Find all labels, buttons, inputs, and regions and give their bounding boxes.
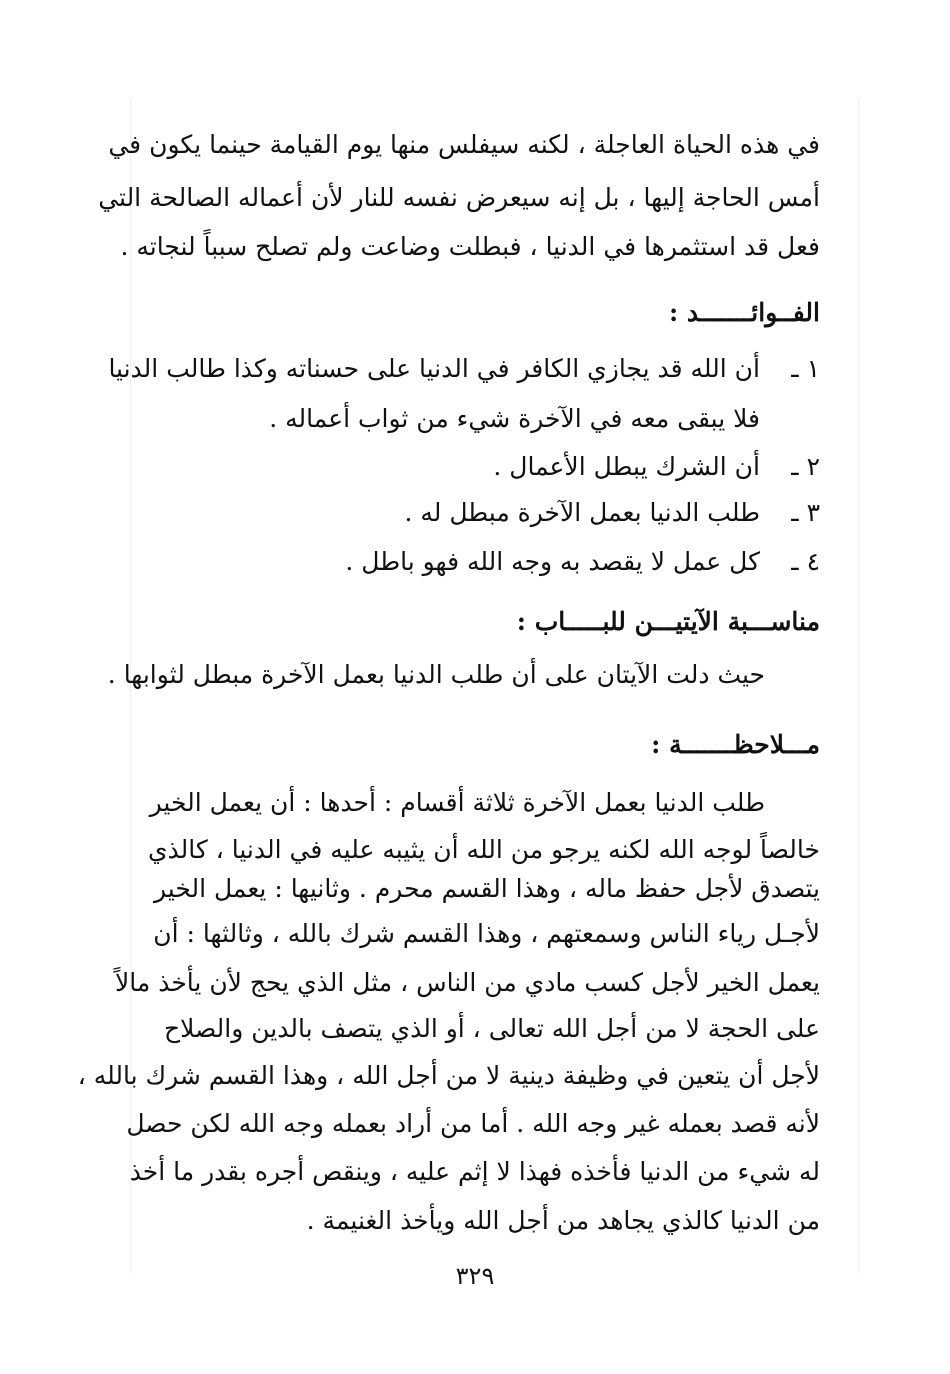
intro-line: أمس الحاجة إليها ، بل إنه سيعرض نفسه للنار لأن أعماله الصالحة التي [98,183,820,212]
margin-guide-right [858,100,859,1274]
note-line: من الدنيا كالذي يجاهد من أجل الله ويأخذ الغنيمة . [306,1206,820,1235]
benefit-text: أن الشرك يبطل الأعمال . [493,452,760,481]
intro-line: في هذه الحياة العاجلة ، لكنه سيفلس منها يوم القيامة حينما يكون في [108,130,820,159]
benefit-text: كل عمل لا يقصد به وجه الله فهو باطل . [345,547,760,576]
benefit-item [108,352,820,386]
note-line: يعمل الخير لأجل كسب مادي من الناس ، مثل الذي يحج لأن يأخذ مالاً [115,968,820,997]
benefit-number: ٢ ـ [791,452,820,481]
note-line: لأجل أن يتعين في وظيفة دينية لا من أجل الله ، وهذا القسم شرك بالله ، [77,1061,820,1090]
note-line: طلب الدنيا بعمل الآخرة ثلاثة أقسام : أحدها : أن يعمل الخير [149,788,765,817]
benefit-number: ١ ـ [791,354,820,383]
intro-line: فعل قد استثمرها في الدنيا ، فبطلت وضاعت ولم تصلح سبباً لنجاته . [120,232,820,261]
benefit-text: طلب الدنيا بعمل الآخرة مبطل له . [404,498,760,527]
benefit-item [130,496,820,530]
relevance-text: حيث دلت الآيتان على أن طلب الدنيا بعمل الآخرة مبطل لثوابها . [107,660,765,689]
benefit-item [130,450,820,484]
note-line: خالصاً لوجه الله لكنه يرجو من الله أن يثيبه عليه في الدنيا ، كالذي [147,835,820,864]
relevance-heading: مناســـبة الآيتيـــن للبـــــاب : [516,607,820,636]
note-line: يتصدق لأجل حفظ ماله ، وهذا القسم محرم . وثانيها : يعمل الخير [153,874,820,903]
page-number: ٣٢٩ [455,1262,495,1290]
note-heading: مـــلاحظـــــــة : [651,730,820,759]
benefit-number: ٣ ـ [791,498,820,527]
note-line: له شيء من الدنيا فأخذه فهذا لا إثم عليه ، وينقص أجره بقدر ما أخذ [129,1157,820,1186]
benefit-number: ٤ ـ [791,547,820,576]
note-line: لأجـل رياء الناس وسمعتهم ، وهذا القسم شرك بالله ، وثالثها : أن [153,919,820,948]
benefits-heading: الفــوائـــــــد : [668,298,820,327]
note-line: على الحجة لا من أجل الله تعالى ، أو الذي يتصف بالدين والصلاح [163,1014,820,1043]
benefit-text-continued: فلا يبقى معه في الآخرة شيء من ثواب أعماله . [269,404,760,433]
note-line: لأنه قصد بعمله غير وجه الله . أما من أراد بعمله وجه الله لكن حصل [126,1109,820,1138]
benefit-text: أن الله قد يجازي الكافر في الدنيا على حسناته وكذا طالب الدنيا [108,354,760,383]
benefit-item [130,545,820,579]
